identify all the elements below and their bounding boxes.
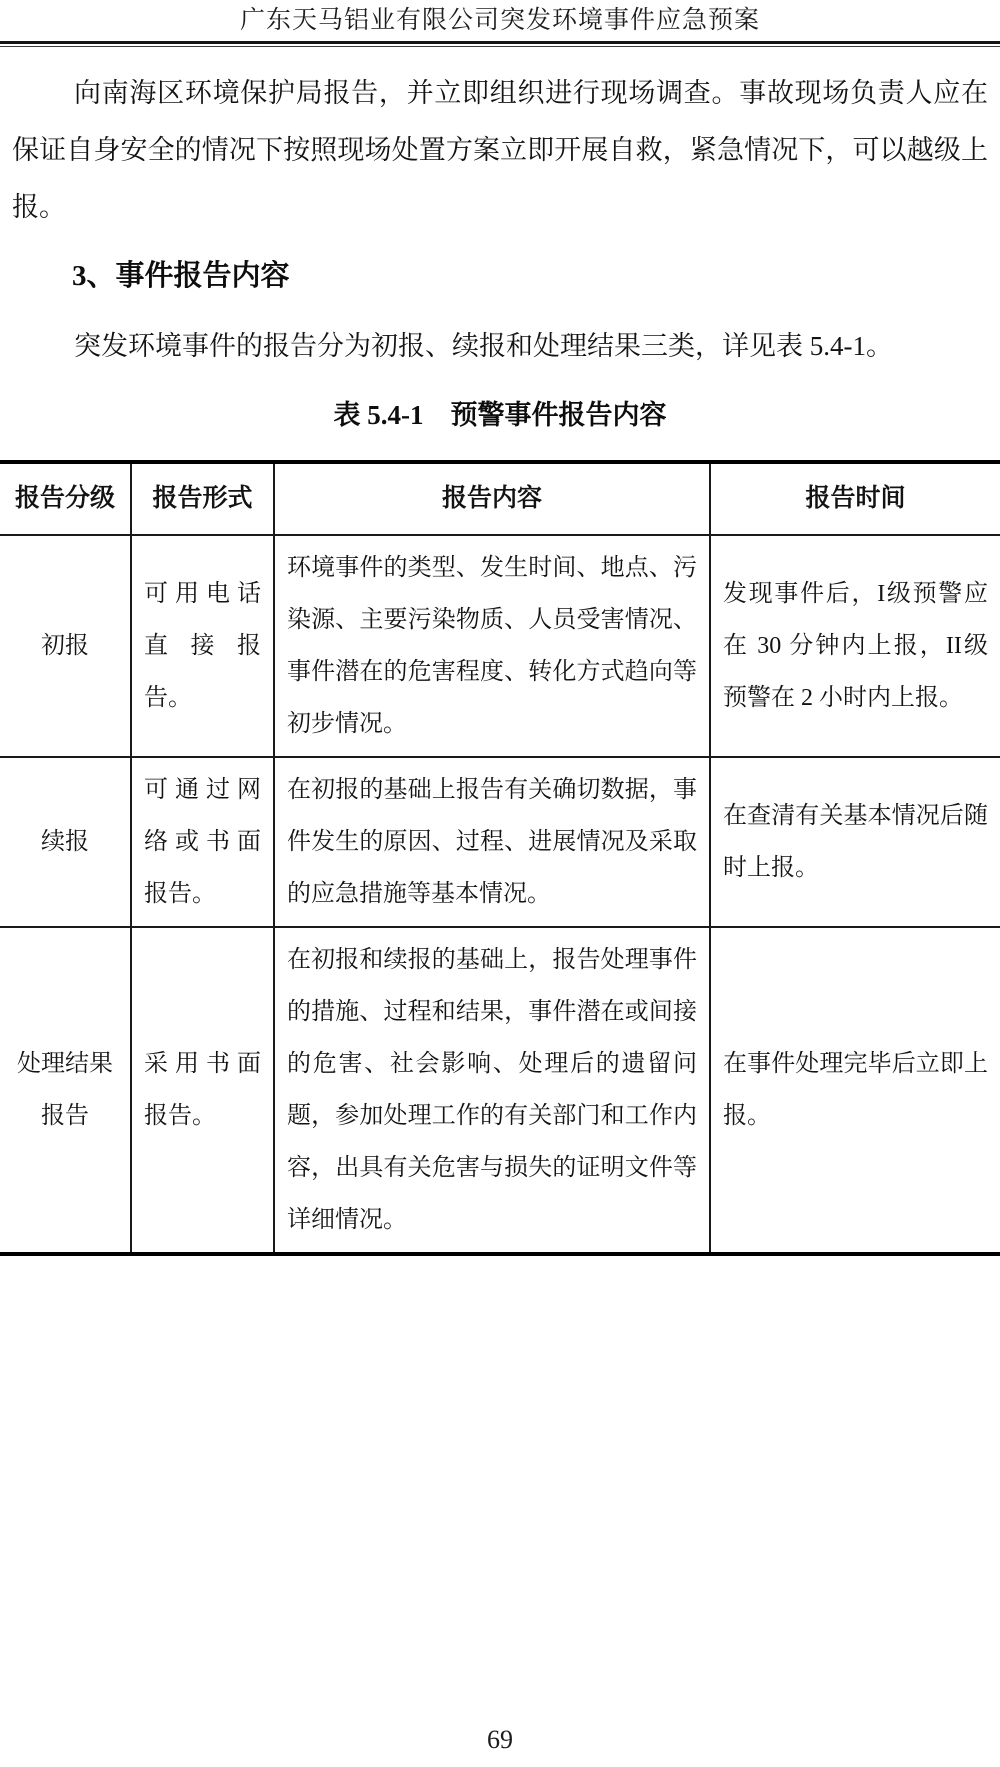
table-header-row (0, 462, 1000, 535)
running-header (0, 0, 1000, 47)
cell-initial-time: 发现事件后，I级预警应在 30 分钟内上报，II级预警在 2 小时内上报。 (710, 535, 1000, 757)
column-header-report-form: 报告形式 (131, 462, 274, 535)
column-header-report-time: 报告时间 (710, 462, 1000, 535)
header-rule (0, 41, 1000, 47)
header-rule-thick-line (0, 41, 1000, 44)
cell-result-time: 在事件处理完毕后立即上报。 (723, 1051, 988, 1129)
document-body (0, 65, 1000, 1256)
header-rule-thin-line (0, 46, 1000, 47)
document-title: 广东天马铝业有限公司突发环境事件应急预案 (239, 7, 760, 34)
paragraph-report-types: 突发环境事件的报告分为初报、续报和处理结果三类，详见表 5.4-1。 (74, 331, 893, 361)
paragraph-report-procedure: 向南海区环境保护局报告，并立即组织进行现场调查。事故现场负责人应在保证自身安全的情况下按照现场处置方案立即开展自救，紧急情况下，可以越级上报。 (12, 78, 988, 222)
cell-followup-content: 在初报的基础上报告有关确切数据，事件发生的原因、过程、进展情况及采取的应急措施等基本情况。 (274, 757, 710, 927)
section-heading-report-content: 3、事件报告内容 (72, 260, 290, 292)
cell-followup-form: 可通过网络或书面报告。 (131, 757, 274, 927)
cell-result-level: 处理结果报告 (0, 927, 131, 1254)
cell-result-content: 在初报和续报的基础上，报告处理事件的措施、过程和结果，事件潜在或间接的危害、社会影响、处理后的遗留问题，参加处理工作的有关部门和工作内容，出具有关危害与损失的证明文件等详细情况。 (274, 927, 710, 1254)
cell-initial-form: 可用电话直接报告。 (131, 535, 274, 757)
cell-followup-time: 在查清有关基本情况后随时上报。 (710, 757, 1000, 927)
page-number: 69 (487, 1725, 513, 1754)
cell-result-form: 采用书面报告。 (131, 927, 274, 1254)
cell-initial-level: 初报 (0, 535, 131, 757)
column-header-report-content: 报告内容 (274, 462, 710, 535)
column-header-report-level: 报告分级 (0, 462, 131, 535)
report-content-table (0, 460, 1000, 1256)
cell-followup-level: 续报 (0, 757, 131, 927)
table-row-followup-report (0, 757, 1000, 927)
cell-initial-content: 环境事件的类型、发生时间、地点、污染源、主要污染物质、人员受害情况、事件潜在的危害程度、转化方式趋向等初步情况。 (274, 535, 710, 757)
table-row-result-report (0, 927, 1000, 1254)
table-caption: 表 5.4-1 预警事件报告内容 (333, 400, 667, 430)
table-row-initial-report (0, 535, 1000, 757)
